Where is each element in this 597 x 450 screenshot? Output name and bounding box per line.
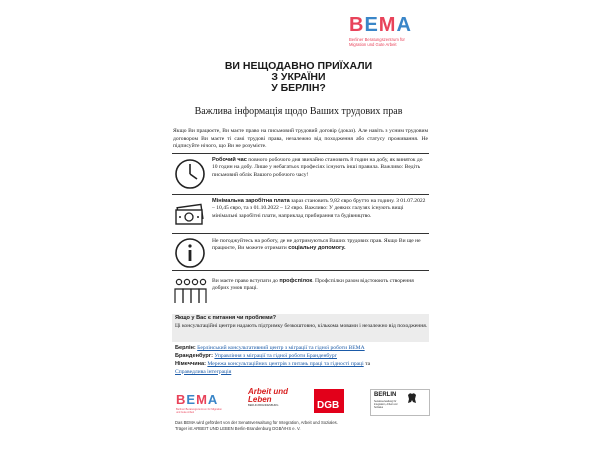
rights-body: Не погоджуйтесь на роботу, де не дотримуються Ваших трудових прав. Якщо Ви ще не працюєте, Ви можете отримати	[212, 238, 421, 252]
divider	[172, 233, 429, 234]
arbeit-logo-line1: Arbeit und	[248, 387, 288, 396]
link-label-germany: Німеччина:	[175, 361, 206, 367]
page-subtitle: Важлива інформація щодо Ваших трудових прав	[194, 106, 403, 117]
berlin-logo-caption: Senatsverwaltung für Integration, Arbeit und Soziales	[374, 400, 398, 409]
logo-letter-a: A	[396, 14, 412, 36]
bema-footer-caption: Berliner Beratungszentrum für Migration und Gute Arbeit	[176, 408, 222, 414]
page-title-line3: У БЕРЛІН?	[271, 82, 326, 94]
link-network[interactable]: Мережа консультаційних центрів з питань праці та гідності праці	[207, 361, 364, 367]
working-time-heading: Робочий час	[212, 157, 247, 163]
clock-icon	[173, 157, 207, 191]
info-icon	[173, 236, 207, 270]
dgb-logo	[314, 389, 344, 413]
berlin-bear-icon	[406, 391, 418, 404]
unions-body: Ви маєте право вступати до	[212, 278, 280, 284]
working-time-text	[212, 157, 428, 179]
link-row-germany-tail: та	[363, 361, 371, 367]
unions-tail: . Профспілки разом відстоюють створення добрих умов праці.	[212, 278, 414, 292]
org-name-line2: Migration und Gute Arbeit	[349, 42, 397, 47]
divider	[172, 194, 429, 195]
questions-text: Ці консультаційні центри надають підтримку безкоштовно, кількома мовами і незалежно від походження.	[175, 323, 428, 329]
link-row-brandenburg	[175, 353, 430, 361]
link-label-brandenburg: Бранденбург:	[175, 353, 213, 359]
rights-social-help: соціальну допомогу.	[288, 245, 346, 252]
questions-heading: Якщо у Вас є питання чи проблеми?	[175, 315, 277, 321]
link-label-berlin: Берлін:	[175, 345, 196, 351]
berlin-logo-text: BERLIN	[374, 392, 397, 398]
working-time-body: повного робочого дня звичайно становить 8 годин на добу, як виняток до 10 годин на добу. Лише у небагатьох професіях існують інші правила. Важливо: Ведіть письмовий облік Вашого робочого часу!	[212, 157, 423, 178]
logo-letter-e: E	[364, 14, 379, 36]
intro-paragraph: Якщо Ви працюєте, Ви маєте право на письмовий трудовий договір (доказ). Але навіть з усним трудовим договором Ви маєте ті самі трудові права, незалежно від походження або статусу проживання. Не підписуйте нічого, що Ви не розумієте.	[173, 128, 428, 149]
bema-header-logo	[349, 14, 433, 54]
unions-bold: профспілок	[279, 278, 313, 284]
bema-footer-logo	[176, 393, 226, 414]
people-icon	[173, 273, 207, 307]
divider	[172, 153, 429, 154]
link-fair-integration[interactable]: Справедлива інтеграція	[175, 368, 232, 375]
rights-text	[212, 238, 428, 253]
minimum-wage-text	[212, 198, 428, 220]
footer-line2: Träger ist ARBEIT UND LEBEN Berlin-Brandenburg DGB/VHS e. V.	[175, 426, 301, 431]
arbeit-und-leben-logo	[248, 388, 298, 408]
logo-letter-b: B	[349, 14, 365, 36]
minimum-wage-body: зараз становить 9,82 євро брутто на годину. З 01.07.2022 – 10,45 євро, та з 01.10.2022 – 12 євро. Важливо: У деяких галузях існують вищі мінімальні заробітні плати, наприклад прибирання та будівництво.	[212, 198, 426, 219]
divider	[172, 270, 429, 271]
link-row-berlin	[175, 345, 430, 353]
berlin-logo	[370, 389, 430, 416]
page-title-line1: ВИ НЕЩОДАВНО ПРИЇХАЛИ	[224, 60, 373, 72]
link-brandenburg[interactable]: Управління з міграції та гідної роботи Бранденбург	[214, 353, 337, 359]
minimum-wage-heading: Мінімальна заробітна плата	[212, 198, 290, 204]
unions-text	[212, 278, 428, 293]
logo-letter-m: M	[378, 14, 397, 36]
link-row-germany	[175, 361, 430, 376]
banknote-icon	[173, 198, 207, 232]
link-bema[interactable]: Берлінський консультативний центр з міграції та гідної роботи BEMA	[197, 345, 365, 351]
bema-footer-logo-text: BEMA	[176, 392, 219, 407]
footer-line1: Das BEMA wird gefördert von der Senatsverwaltung für Integration, Arbeit und Soziales.	[175, 420, 338, 425]
org-name-line1: Berliner Beratungszentrum für	[349, 37, 405, 42]
arbeit-logo-caption: BERLIN-BRANDENBURG	[248, 404, 279, 407]
dgb-logo-text: DGB	[317, 400, 340, 411]
arbeit-logo-line2: Leben	[248, 395, 272, 404]
page-title-line2: З УКРАЇНИ	[271, 71, 326, 83]
